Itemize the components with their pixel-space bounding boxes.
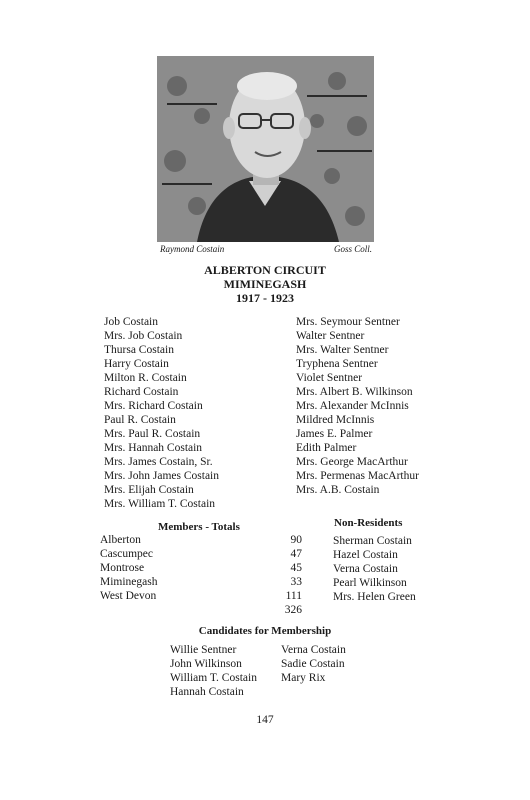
totals-count: 47 bbox=[290, 548, 302, 560]
list-item: Thursa Costain bbox=[104, 344, 174, 356]
title-line-2: MIMINEGASH bbox=[223, 277, 307, 291]
list-item: Mildred McInnis bbox=[296, 414, 375, 426]
totals-count: 111 bbox=[285, 590, 302, 602]
list-item: Mrs. Alexander McInnis bbox=[296, 400, 409, 412]
list-item: Walter Sentner bbox=[296, 330, 365, 342]
totals-place: Miminegash bbox=[100, 576, 158, 588]
table-row bbox=[100, 576, 302, 590]
totals-count: 33 bbox=[290, 576, 302, 588]
candidates-left-column bbox=[170, 643, 257, 699]
list-item: Mrs. Permenas MacArthur bbox=[296, 470, 419, 482]
portrait-photo bbox=[157, 56, 374, 242]
title-line-1: ALBERTON CIRCUIT bbox=[204, 263, 326, 277]
photo-caption-name: Raymond Costain bbox=[160, 244, 225, 254]
list-item: Verna Costain bbox=[281, 644, 346, 656]
list-item: James E. Palmer bbox=[296, 428, 373, 440]
list-item: Mary Rix bbox=[281, 672, 326, 684]
list-item: Willie Sentner bbox=[170, 644, 237, 656]
table-row bbox=[100, 562, 302, 576]
list-item: Mrs. Albert B. Wilkinson bbox=[296, 386, 413, 398]
list-item: Hannah Costain bbox=[170, 686, 244, 698]
list-item: Mrs. Helen Green bbox=[333, 591, 416, 603]
totals-place: Alberton bbox=[100, 534, 141, 546]
list-item: John Wilkinson bbox=[170, 658, 242, 670]
list-item: Mrs. John James Costain bbox=[104, 470, 219, 482]
list-item: Verna Costain bbox=[333, 563, 398, 575]
members-right-column bbox=[296, 315, 419, 497]
non-residents-heading: Non-Residents bbox=[334, 517, 403, 529]
non-residents-list bbox=[333, 534, 416, 604]
list-item: Mrs. William T. Costain bbox=[104, 498, 216, 510]
list-item: Harry Costain bbox=[104, 358, 169, 370]
candidates-heading: Candidates for Membership bbox=[198, 625, 332, 637]
portrait-image bbox=[157, 56, 374, 242]
title-line-3: 1917 - 1923 bbox=[236, 291, 294, 305]
totals-heading: Members - Totals bbox=[158, 521, 240, 533]
list-item: Mrs. Hannah Costain bbox=[104, 442, 203, 454]
page-number: 147 bbox=[256, 714, 274, 726]
candidates-right-column bbox=[281, 643, 346, 685]
photo-caption-credit: Goss Coll. bbox=[334, 244, 373, 254]
totals-place: Cascumpec bbox=[100, 548, 154, 560]
list-item: Mrs. Walter Sentner bbox=[296, 344, 389, 356]
totals-count: 45 bbox=[290, 562, 302, 574]
table-row bbox=[100, 590, 302, 604]
list-item: Sadie Costain bbox=[281, 658, 345, 670]
list-item: Edith Palmer bbox=[296, 442, 357, 454]
list-item: Mrs. James Costain, Sr. bbox=[104, 456, 213, 468]
table-row bbox=[100, 548, 302, 562]
list-item: Mrs. Elijah Costain bbox=[104, 484, 194, 496]
list-item: Paul R. Costain bbox=[104, 414, 176, 426]
totals-count: 90 bbox=[290, 534, 302, 546]
totals-place: West Devon bbox=[100, 590, 157, 602]
list-item: Richard Costain bbox=[104, 386, 179, 398]
page-title bbox=[0, 263, 530, 305]
list-item: Job Costain bbox=[104, 316, 158, 328]
list-item: Mrs. Seymour Sentner bbox=[296, 316, 400, 328]
members-left-column bbox=[104, 315, 219, 511]
list-item: Mrs. Paul R. Costain bbox=[104, 428, 201, 440]
list-item: Sherman Costain bbox=[333, 535, 412, 547]
list-item: Milton R. Costain bbox=[104, 372, 187, 384]
list-item: Hazel Costain bbox=[333, 549, 398, 561]
list-item: Mrs. George MacArthur bbox=[296, 456, 408, 468]
table-row bbox=[100, 534, 302, 548]
totals-grand-total: 326 bbox=[284, 604, 302, 616]
totals-place: Montrose bbox=[100, 562, 145, 574]
list-item: Mrs. Richard Costain bbox=[104, 400, 203, 412]
table-row bbox=[100, 604, 302, 618]
list-item: Pearl Wilkinson bbox=[333, 577, 407, 589]
list-item: Mrs. Job Costain bbox=[104, 330, 183, 342]
list-item: William T. Costain bbox=[170, 672, 257, 684]
list-item: Tryphena Sentner bbox=[296, 358, 378, 370]
list-item: Violet Sentner bbox=[296, 372, 363, 384]
list-item: Mrs. A.B. Costain bbox=[296, 484, 380, 496]
